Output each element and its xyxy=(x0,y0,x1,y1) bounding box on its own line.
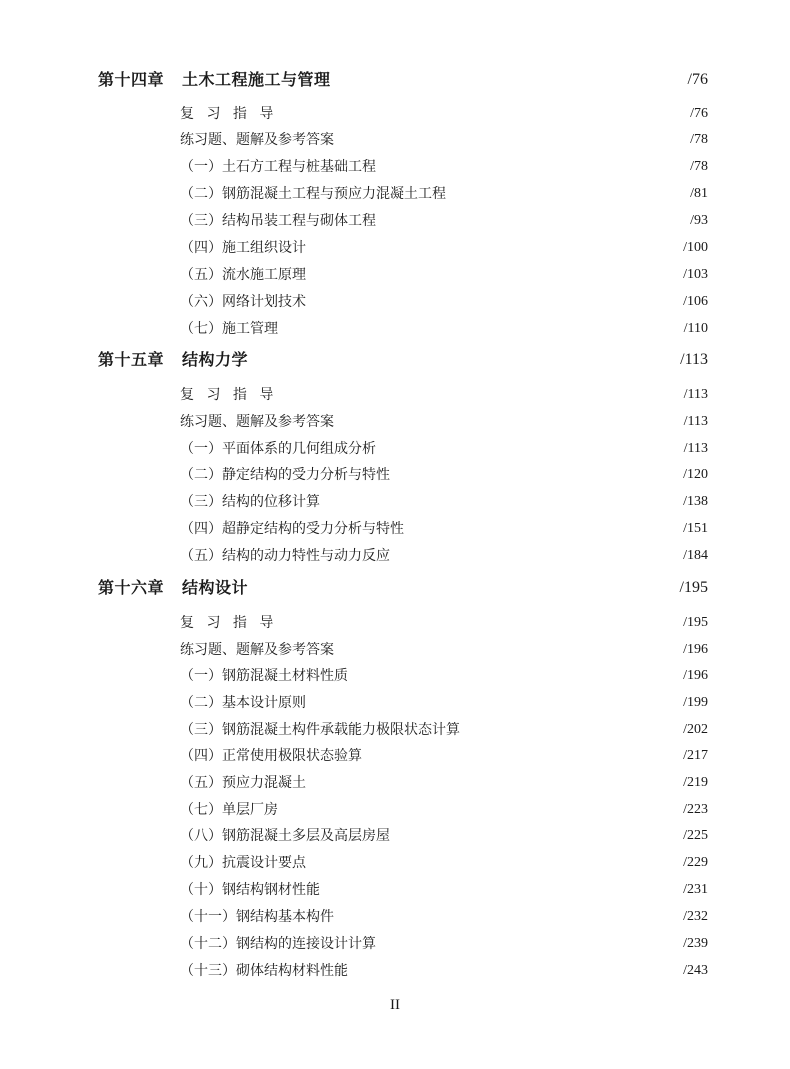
toc-entry-title: （三）钢筋混凝土构件承载能力极限状态计算 xyxy=(180,722,460,738)
toc-entry-page: /151 xyxy=(683,521,708,536)
toc-entry[interactable] xyxy=(0,155,790,179)
toc-entry-title: （七）施工管理 xyxy=(180,321,278,337)
toc-entry-title: （十二）钢结构的连接设计计算 xyxy=(180,936,376,952)
toc-entry-title: （八）钢筋混凝土多层及高层房屋 xyxy=(180,828,390,844)
toc-entry[interactable] xyxy=(0,128,790,152)
toc-entry-page: /100 xyxy=(683,240,708,255)
toc-entry-title: （十一）钢结构基本构件 xyxy=(180,909,334,925)
chapter-label: 第十五章 xyxy=(98,350,165,369)
toc-entry[interactable] xyxy=(0,410,790,434)
toc-entry-page: /243 xyxy=(683,963,708,978)
toc-entry-page: /223 xyxy=(683,802,708,817)
toc-entry[interactable] xyxy=(0,718,790,742)
toc-entry[interactable] xyxy=(0,905,790,929)
toc-entry-title: （二）钢筋混凝土工程与预应力混凝土工程 xyxy=(180,186,446,202)
chapter-title-group xyxy=(98,348,248,372)
toc-entry[interactable] xyxy=(0,771,790,795)
toc-entry[interactable] xyxy=(0,851,790,875)
chapter-label: 第十六章 xyxy=(98,578,165,597)
toc-entry[interactable] xyxy=(0,102,790,126)
chapter-title: 土木工程施工与管理 xyxy=(182,70,331,89)
toc-entry-page: /138 xyxy=(683,494,708,509)
toc-entry-title: （五）预应力混凝土 xyxy=(180,775,306,791)
toc-entry-page: /239 xyxy=(683,936,708,951)
toc-entry-title: （一）平面体系的几何组成分析 xyxy=(180,441,376,457)
toc-entry-page: /229 xyxy=(683,855,708,870)
toc-entry[interactable] xyxy=(0,317,790,341)
toc-entry[interactable] xyxy=(0,383,790,407)
toc-entry-title: （十）钢结构钢材性能 xyxy=(180,882,320,898)
toc-entry-page: /184 xyxy=(683,548,708,563)
toc-entry-page: /110 xyxy=(683,321,708,336)
chapter-page-number: /195 xyxy=(679,579,708,596)
toc-entry-title: （一）土石方工程与桩基础工程 xyxy=(180,159,376,175)
toc-entry-page: /78 xyxy=(690,132,708,147)
page-number: II xyxy=(390,997,400,1013)
chapter-heading[interactable] xyxy=(0,348,790,372)
toc-entry-title: 复 习 指 导 xyxy=(180,615,278,631)
chapter-title-group xyxy=(98,68,331,92)
toc-entry[interactable] xyxy=(0,236,790,260)
toc-entry[interactable] xyxy=(0,182,790,206)
chapter-title: 结构力学 xyxy=(182,350,249,369)
chapter-heading[interactable] xyxy=(0,576,790,600)
toc-entry[interactable] xyxy=(0,638,790,662)
toc-entry[interactable] xyxy=(0,209,790,233)
toc-entry[interactable] xyxy=(0,878,790,902)
toc-entry-page: /219 xyxy=(683,775,708,790)
toc-entry-page: /196 xyxy=(683,642,708,657)
toc-entry-page: /113 xyxy=(683,387,708,402)
toc-entry-title: （五）结构的动力特性与动力反应 xyxy=(180,548,390,564)
toc-entry-title: 复 习 指 导 xyxy=(180,387,278,403)
chapter-page-number: /76 xyxy=(687,71,708,88)
toc-entry-page: /113 xyxy=(683,441,708,456)
toc-entry-title: 练习题、题解及参考答案 xyxy=(180,414,334,430)
toc-entry-page: /232 xyxy=(683,909,708,924)
toc-entry-title: （四）施工组织设计 xyxy=(180,240,306,256)
toc-entry-title: （三）结构的位移计算 xyxy=(180,494,320,510)
toc-entry-page: /113 xyxy=(683,414,708,429)
toc-entry-page: /106 xyxy=(683,294,708,309)
chapter-label: 第十四章 xyxy=(98,70,165,89)
toc-entry-page: /78 xyxy=(690,159,708,174)
toc-entry-title: （二）基本设计原则 xyxy=(180,695,306,711)
toc-entry-title: （三）结构吊装工程与砌体工程 xyxy=(180,213,376,229)
toc-entry[interactable] xyxy=(0,691,790,715)
toc-entry-title: （四）正常使用极限状态验算 xyxy=(180,748,362,764)
toc-entry[interactable] xyxy=(0,490,790,514)
toc-entry-page: /81 xyxy=(690,186,708,201)
toc-entry[interactable] xyxy=(0,463,790,487)
toc-entry-title: （二）静定结构的受力分析与特性 xyxy=(180,467,390,483)
toc-entry-title: （十三）砌体结构材料性能 xyxy=(180,963,348,979)
toc-entry[interactable] xyxy=(0,517,790,541)
toc-entry-title: （五）流水施工原理 xyxy=(180,267,306,283)
chapter-title: 结构设计 xyxy=(182,578,249,597)
toc-entry-page: /199 xyxy=(683,695,708,710)
toc-entry[interactable] xyxy=(0,664,790,688)
toc-entry-page: /93 xyxy=(690,213,708,228)
toc-entry-page: /120 xyxy=(683,467,708,482)
toc-entry-title: （七）单层厂房 xyxy=(180,802,278,818)
toc-entry-title: （四）超静定结构的受力分析与特性 xyxy=(180,521,404,537)
toc-entry[interactable] xyxy=(0,932,790,956)
toc-entry-title: 练习题、题解及参考答案 xyxy=(180,132,334,148)
toc-entry-title: （六）网络计划技术 xyxy=(180,294,306,310)
toc-entry-title: 复 习 指 导 xyxy=(180,106,278,122)
chapter-heading[interactable] xyxy=(0,68,790,92)
toc-entry-page: /196 xyxy=(683,668,708,683)
toc-entry-page: /76 xyxy=(690,106,708,121)
toc-entry-page: /231 xyxy=(683,882,708,897)
toc-entry[interactable] xyxy=(0,611,790,635)
toc-entry[interactable] xyxy=(0,544,790,568)
toc-entry-title: 练习题、题解及参考答案 xyxy=(180,642,334,658)
toc-entry-page: /103 xyxy=(683,267,708,282)
toc-entry-page: /225 xyxy=(683,828,708,843)
chapter-page-number: /113 xyxy=(680,351,708,368)
chapter-title-group xyxy=(98,576,248,600)
toc-entry-page: /202 xyxy=(683,722,708,737)
toc-entry-page: /195 xyxy=(683,615,708,630)
toc-entry[interactable] xyxy=(0,744,790,768)
toc-entry[interactable] xyxy=(0,437,790,461)
toc-entry-page: /217 xyxy=(683,748,708,763)
toc-entry[interactable] xyxy=(0,959,790,983)
toc-entry-title: （九）抗震设计要点 xyxy=(180,855,306,871)
toc-entry-title: （一）钢筋混凝土材料性质 xyxy=(180,668,348,684)
toc-entry[interactable] xyxy=(0,290,790,314)
toc-entry[interactable] xyxy=(0,824,790,848)
toc-entry[interactable] xyxy=(0,263,790,287)
toc-entry[interactable] xyxy=(0,798,790,822)
